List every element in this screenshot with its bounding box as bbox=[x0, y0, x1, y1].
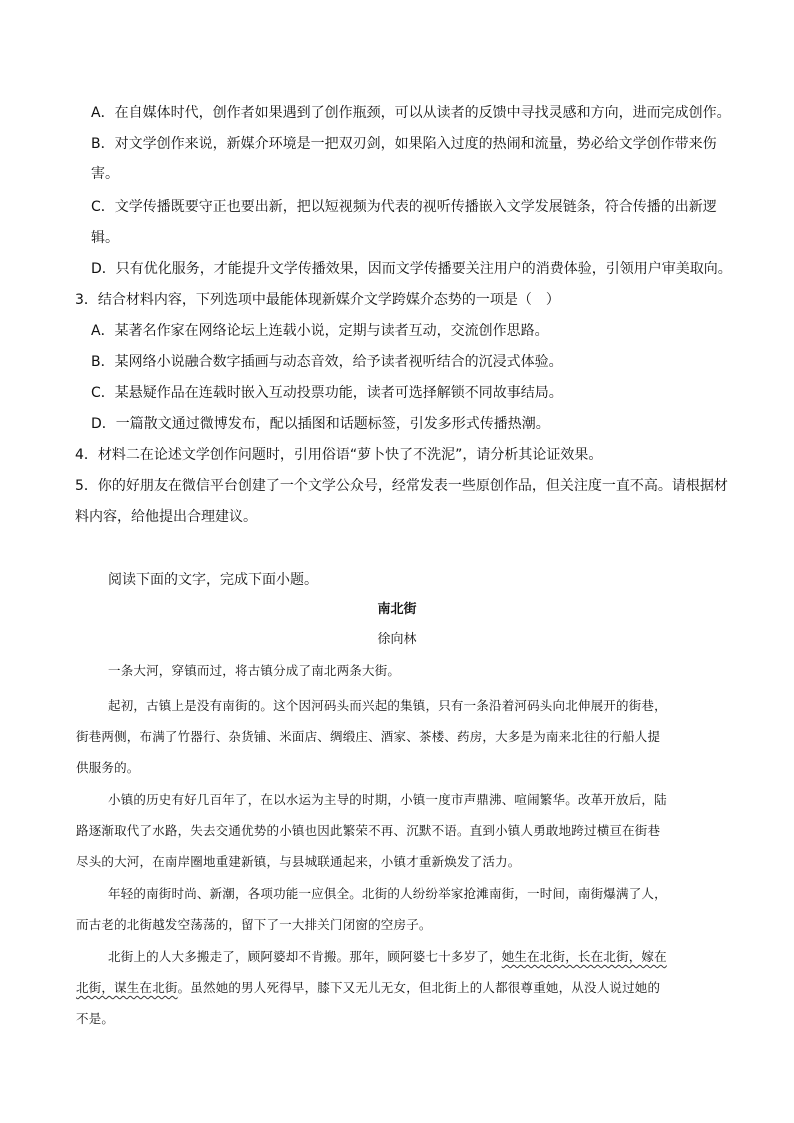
passage-paragraph-1: 一条大河，穿镇而过，将古镇分成了南北两条大街。 bbox=[108, 663, 401, 678]
passage-paragraph-2-line-2: 街巷两侧，布满了竹器行、杂货铺、米面店、绸缎庄、酒家、茶楼、药房，大多是为南来北往的行船人提 bbox=[76, 729, 661, 744]
question-3-stem: 3．结合材料内容，下列选项中最能体现新媒介文学跨媒介态势的一项是（ ） bbox=[75, 292, 560, 308]
passage-paragraph-5-line-3: 不是。 bbox=[76, 1011, 115, 1026]
passage-title: 南北街 bbox=[377, 602, 417, 617]
reading-instruction: 阅读下面的文字，完成下面小题。 bbox=[108, 572, 318, 588]
option-b-continued: 害。 bbox=[91, 166, 119, 182]
option-c-continued: 辑。 bbox=[91, 230, 119, 246]
passage-paragraph-3-line-2: 路逐渐取代了水路，失去交通优势的小镇也因此繁荣不再、沉默不语。直到小镇人勇敢地跨过横亘在街巷 bbox=[76, 823, 661, 838]
passage-paragraph-4-line-1: 年轻的南街时尚、新潮，各项功能一应俱全。北街的人纷纷举家抢滩南街，一时间，南街爆满了人， bbox=[108, 886, 667, 901]
passage-paragraph-3-line-3: 尽头的大河，在南岸圈地重建新镇，与县城联通起来，小镇才重新焕发了活力。 bbox=[76, 854, 521, 869]
question-3-option-c: C．某悬疑作品在连载时嵌入互动投票功能，读者可选择解锁不同故事结局。 bbox=[91, 385, 563, 401]
question-5-line-2: 料内容，给他提出合理建议。 bbox=[75, 509, 257, 525]
option-d: D．只有优化服务，才能提升文学传播效果，因而文学传播要关注用户的消费体验，引领用户审美取向。 bbox=[91, 261, 732, 277]
passage-paragraph-3-line-1: 小镇的历史有好几百年了，在以水运为主导的时期，小镇一度市声鼎沸、喧闹繁华。改革开放后，陆 bbox=[108, 792, 667, 807]
question-3-option-d: D．一篇散文通过微博发布，配以插图和话题标签，引发多形式传播热潮。 bbox=[91, 416, 550, 432]
underlined-phrase-part-2: 北街，谋生在北街 bbox=[76, 980, 178, 995]
passage-paragraph-4-line-2: 而古老的北街越发空荡荡的，留下了一大排关门闭窗的空房子。 bbox=[76, 917, 432, 932]
question-3-option-b: B．某网络小说融合数字插画与动态音效，给予读者视听结合的沉浸式体验。 bbox=[91, 354, 563, 370]
option-b: B．对文学创作来说，新媒介环境是一把双刃剑，如果陷入过度的热闹和流量，势必给文学创作带来伤 bbox=[91, 136, 717, 152]
question-4: 4．材料二在论述文学创作问题时，引用俗语“萝卜快了不洗泥”，请分析其论证效果。 bbox=[75, 447, 603, 463]
option-c: C．文学传播既要守正也要出新，把以短视频为代表的视听传播嵌入文学发展链条，符合传播的出新逻 bbox=[91, 199, 717, 215]
question-5-line-1: 5．你的好朋友在微信平台创建了一个文学公众号，经常发表一些原创作品，但关注度一直不高。请根据材 bbox=[75, 478, 728, 494]
passage-paragraph-2-line-1: 起初，古镇上是没有南街的。这个因河码头而兴起的集镇，只有一条沿着河码头向北伸展开的街巷， bbox=[108, 698, 667, 713]
option-a: A．在自媒体时代，创作者如果遇到了创作瓶颈，可以从读者的反馈中寻找灵感和方向，进而完成创作。 bbox=[91, 105, 731, 121]
underlined-phrase-part-1: 她生在北街，长在北街，嫁在 bbox=[501, 949, 667, 964]
paragraph-5-text-start: 北街上的人大多搬走了，顾阿婆却不肯搬。那年，顾阿婆七十多岁了， bbox=[108, 949, 502, 964]
passage-author: 徐向林 bbox=[377, 632, 417, 647]
passage-paragraph-5-line-2 bbox=[76, 978, 660, 998]
paragraph-5-text-rest: 。虽然她的男人死得早，膝下又无儿无女，但北街上的人都很尊重她，从没人说过她的 bbox=[177, 980, 661, 995]
passage-paragraph-2-line-3: 供服务的。 bbox=[76, 760, 140, 775]
question-3-option-a: A．某著名作家在网络论坛上连载小说，定期与读者互动，交流创作思路。 bbox=[91, 323, 549, 339]
passage-paragraph-5-line-1 bbox=[108, 947, 667, 967]
